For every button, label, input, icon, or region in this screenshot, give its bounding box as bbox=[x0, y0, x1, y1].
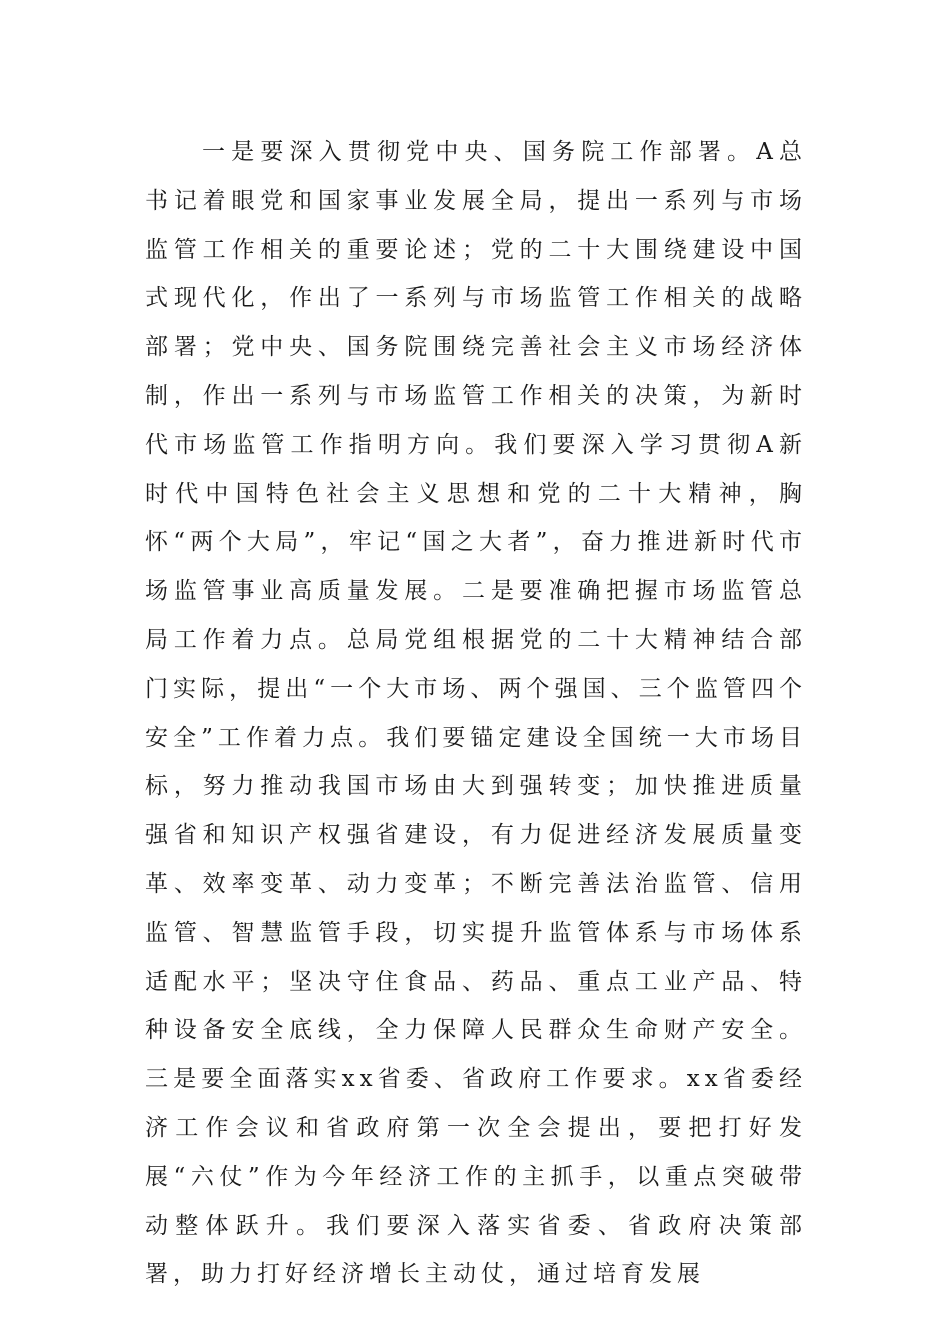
body-paragraph: 一是要深入贯彻党中央、国务院工作部署。A总书记着眼党和国家事业发展全局，提出一系列与市场监管工作相关的重要论述；党的二十大围绕建设中国式现代化，作出了一系列与市场监管工作相关的战略部署；党中央、国务院围绕完善社会主义市场经济体制，作出一系列与市场监管工作相关的决策，为新时代市场监管工作指明方向。我们要深入学习贯彻A新时代中国特色社会主义思想和党的二十大精神，胸怀“两个大局”，牢记“国之大者”，奋力推进新时代市场监管事业高质量发展。二是要准确把握市场监管总局工作着力点。总局党组根据党的二十大精神结合部门实际，提出“一个大市场、两个强国、三个监管四个安全”工作着力点。我们要锚定建设全国统一大市场目标，努力推动我国市场由大到强转变；加快推进质量强省和知识产权强省建设，有力促进经济发展质量变革、效率变革、动力变革；不断完善法治监管、信用监管、智慧监管手段，切实提升监管体系与市场体系适配水平；坚决守住食品、药品、重点工业产品、特种设备安全底线，全力保障人民群众生命财产安全。三是要全面落实xx省委、省政府工作要求。xx省委经济工作会议和省政府第一次全会提出，要把打好发展“六仗”作为今年经济工作的主抓手，以重点突破带动整体跃升。我们要深入落实省委、省政府决策部署，助力打好经济增长主动仗，通过培育发展 bbox=[145, 139, 807, 1288]
